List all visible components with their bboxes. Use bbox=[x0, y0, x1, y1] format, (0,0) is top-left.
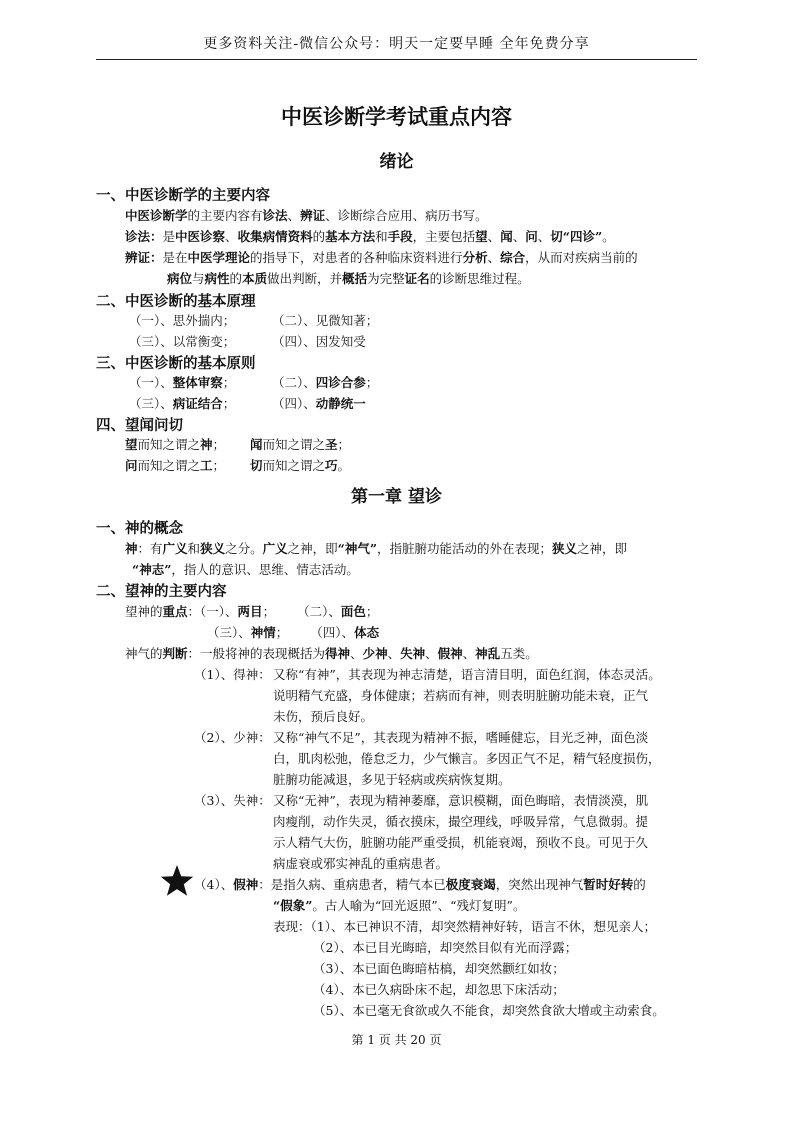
item-line: （3）、本已面色晦暗枯槁，却突然颧红如妆； bbox=[313, 961, 565, 976]
paragraph-line: 神：有广义和狭义之分。广义之神，即“神气”，指脏腑功能活动的外在表现；狭义之神，即 bbox=[125, 541, 628, 556]
header-divider bbox=[96, 59, 697, 60]
item-line: 说明精气充盛，身体健康；若病而有神，则表明脏腑功能未衰，正气 bbox=[273, 688, 649, 703]
paragraph-line: “假象”。古人喻为“回光返照”、“残灯复明”。 bbox=[273, 898, 526, 913]
list-item: 闻而知之谓之圣； bbox=[250, 437, 351, 452]
page-header: 更多资料关注-微信公众号：明天一定要早睡 全年免费分享 bbox=[203, 36, 590, 52]
chapter-heading: 第一章 望诊 bbox=[351, 487, 442, 507]
item-line: 未伤，预后良好。 bbox=[273, 709, 374, 724]
item-line: （2）、本已目光晦暗，却突然目似有光而浮露； bbox=[313, 940, 578, 955]
item-line: 病虚衰或邪实神乱的重病患者。 bbox=[273, 856, 449, 871]
list-item: 望而知之谓之神； bbox=[125, 437, 226, 452]
list-item: 切而知之谓之巧。 bbox=[250, 458, 351, 473]
list-item: （一）、思外揣内； bbox=[129, 313, 236, 328]
paragraph-line: 诊法：是中医诊察、收集病情资料的基本方法和手段，主要包括望、闻、问、切“四诊”。 bbox=[125, 229, 615, 244]
item-line: 表现：（1）、本已神识不清，却突然精神好转，语言不休，想见亲人； bbox=[273, 919, 656, 934]
section-title: 二、中医诊断的基本原理 bbox=[96, 294, 256, 310]
list-item: （一）、整体审察； bbox=[129, 375, 236, 390]
paragraph-line: 辨证：是在中医学理论的指导下，对患者的各种临床资料进行分析、综合，从而对疾病当前的 bbox=[125, 250, 638, 265]
item-line: 白，肌肉松弛，倦怠乏力，少气懒言。多因正气不足，精气轻度损伤， bbox=[273, 751, 661, 766]
paragraph-line: 中医诊断学的主要内容有诊法、辨证、诊断综合应用、病历书写。 bbox=[125, 208, 488, 223]
item-label: （3）、失神： bbox=[194, 793, 271, 808]
list-item: （二）、见微知著； bbox=[272, 313, 379, 328]
paragraph-line: 望神的重点：（一）、两目； （二）、面色； bbox=[125, 604, 379, 619]
item-line: 脏腑功能减退，多见于轻病或疾病恢复期。 bbox=[273, 772, 511, 787]
intro-heading: 绪论 bbox=[379, 152, 414, 172]
section-title: 二、望神的主要内容 bbox=[96, 584, 227, 600]
item-line: 又称“有神”，其表现为神志清楚，语言清目明，面色红润，体态灵活。 bbox=[273, 667, 661, 682]
item-label: （2）、少神： bbox=[194, 730, 271, 745]
list-item: （四）、动静统一 bbox=[272, 396, 366, 411]
section-title: 一、中医诊断学的主要内容 bbox=[96, 188, 270, 204]
paragraph-line: “神志”，指人的意识、思维、情志活动。 bbox=[132, 562, 359, 577]
paragraph-line: 病位与病性的本质做出判断，并概括为完整证名的诊断思维过程。 bbox=[167, 271, 530, 286]
section-title: 三、中医诊断的基本原则 bbox=[96, 356, 256, 372]
page-footer: 第 1 页 共 20 页 bbox=[351, 1033, 442, 1047]
list-item: （四）、因发知受 bbox=[272, 334, 366, 349]
document-title: 中医诊断学考试重点内容 bbox=[281, 105, 512, 129]
item-line: （4）、本已久病卧床不起，却忽思下床活动； bbox=[313, 982, 565, 997]
paragraph-line: （4）、假神：是指久病、重病患者，精气本已极度衰竭，突然出现神气暂时好转的 bbox=[194, 877, 646, 892]
section-title: 一、神的概念 bbox=[96, 521, 183, 537]
paragraph-line: （三）、神情； （四）、体态 bbox=[207, 625, 380, 640]
list-item: （三）、病证结合； bbox=[129, 396, 236, 411]
list-item: （二）、四诊合参； bbox=[272, 375, 379, 390]
item-line: 肉瘦削，动作失灵，循衣摸床，撮空理线，呼吸异常，气息微弱。提 bbox=[273, 814, 649, 829]
section-title: 四、望闻问切 bbox=[96, 418, 183, 434]
item-line: 示人精气大伤，脏腑功能严重受损，机能衰竭，预收不良。可见于久 bbox=[273, 835, 649, 850]
item-line: （5）、本已毫无食欲或久不能食，却突然食欲大增或主动索食。 bbox=[313, 1003, 665, 1018]
item-line: 又称“无神”，表现为精神萎靡，意识模糊，面色晦暗，表情淡漠，肌 bbox=[273, 793, 649, 808]
list-item: （三）、以常衡变； bbox=[129, 334, 236, 349]
star-icon bbox=[160, 864, 194, 898]
list-item: 问而知之谓之工； bbox=[125, 458, 226, 473]
item-line: 又称“神气不足”，其表现为精神不振，嗜睡健忘，目光乏神，面色淡 bbox=[273, 730, 649, 745]
paragraph-line: 神气的判断：一般将神的表现概括为得神、少神、失神、假神、神乱五类。 bbox=[125, 646, 538, 661]
item-label: （1）、得神： bbox=[194, 667, 271, 682]
